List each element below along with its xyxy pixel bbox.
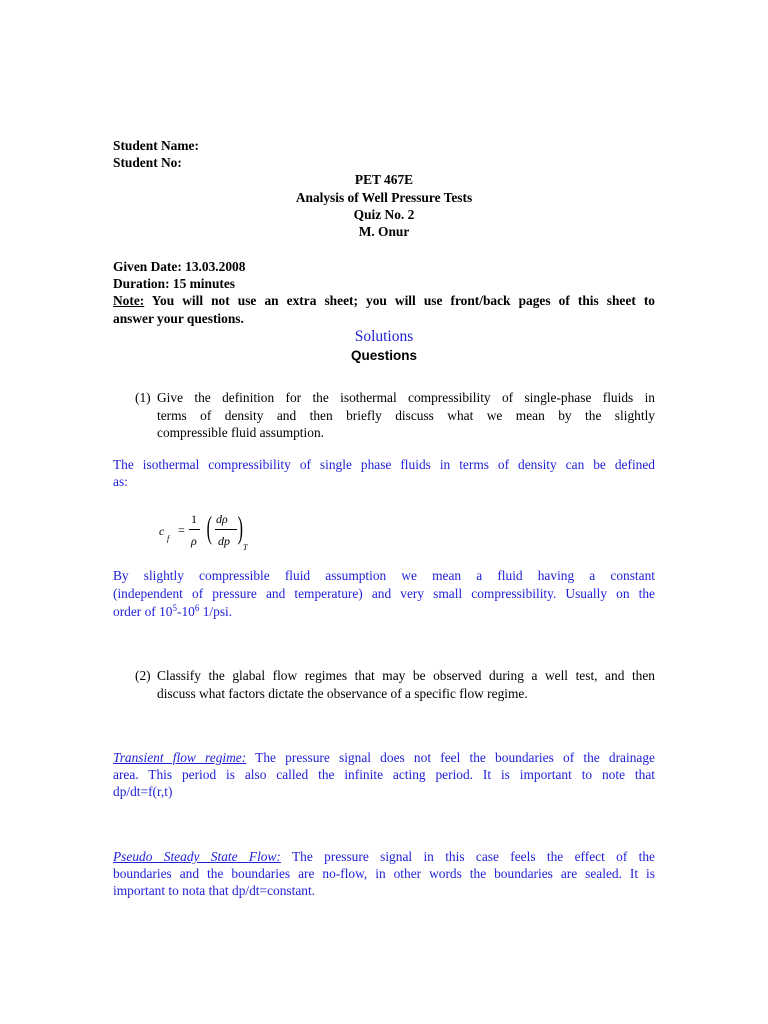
question-1-line-3: compressible fluid assumption. xyxy=(157,425,324,440)
solutions-title: Solutions xyxy=(354,328,414,345)
formula-rho: ρ xyxy=(191,534,197,548)
formula-sub-f: f xyxy=(167,534,170,543)
course-code: PET 467E xyxy=(354,172,414,187)
note-line-1 xyxy=(113,292,655,309)
note-line-2: answer your questions. xyxy=(113,311,244,326)
student-no-label: Student No: xyxy=(113,155,182,170)
course-title: Analysis of Well Pressure Tests xyxy=(295,190,473,205)
formula-paren-left: ( xyxy=(206,509,212,545)
formula-equals: = xyxy=(178,523,185,537)
order-text-b: -10 xyxy=(177,604,195,619)
quiz-number: Quiz No. 2 xyxy=(353,207,415,222)
instructor-name: M. Onur xyxy=(358,224,410,239)
transient-line-2: area. This period is also called the infinite acting period. It is important to note that xyxy=(113,767,655,782)
pss-line-2: boundaries and the boundaries are no-flow, in other words the boundaries are sealed. It is xyxy=(113,866,655,881)
transient-line-3: dp/dt=f(r,t) xyxy=(113,784,173,799)
answer-1-intro-line-2: as: xyxy=(113,474,128,489)
order-text-a: order of 10 xyxy=(113,604,173,619)
question-2-number: (2) xyxy=(135,668,151,683)
order-exp-1: 5 xyxy=(172,603,177,613)
transient-label: Transient flow regime: xyxy=(113,750,247,765)
question-2-line-2: discuss what factors dictate the observance of a specific flow regime. xyxy=(157,686,528,701)
pss-line-1 xyxy=(113,848,655,865)
question-1-line-2: terms of density and then briefly discuss what we mean by the slightly xyxy=(157,408,655,423)
formula-sub-T: T xyxy=(243,543,248,552)
given-date: Given Date: 13.03.2008 xyxy=(113,259,246,274)
order-exp-2: 6 xyxy=(194,603,200,613)
question-1-line-1: Give the definition for the isothermal compressibility of single-phase fluids in xyxy=(157,390,655,405)
student-name-label: Student Name: xyxy=(113,138,199,153)
pss-label: Pseudo Steady State Flow: xyxy=(113,849,281,864)
pss-line-3: important to nota that dp/dt=constant. xyxy=(113,883,316,898)
formula-fraction-bar-1 xyxy=(189,529,200,530)
note-label: Note: xyxy=(113,293,145,308)
formula-dp: dp xyxy=(218,534,230,548)
formula-paren-right: ) xyxy=(237,509,243,545)
compressibility-formula xyxy=(156,505,266,555)
order-text-c: 1/psi. xyxy=(199,604,233,619)
pss-text-1: The pressure signal in this case feels the effect of the xyxy=(280,849,656,864)
formula-c: c xyxy=(159,524,165,538)
answer-1-para-line-1: By slightly compressible fluid assumption we mean a fluid having a constant xyxy=(113,568,655,583)
answer-1-intro-line-1: The isothermal compressibility of single phase fluids in terms of density can be defined xyxy=(113,457,655,472)
transient-line-1 xyxy=(113,749,655,766)
question-1-number: (1) xyxy=(135,390,151,405)
transient-text-1: The pressure signal does not feel the boundaries of the drainage xyxy=(246,750,656,765)
duration: Duration: 15 minutes xyxy=(113,276,236,291)
questions-title: Questions xyxy=(350,348,417,363)
formula-fraction-bar-2 xyxy=(215,529,237,530)
answer-1-para-line-3 xyxy=(113,603,232,620)
formula-one: 1 xyxy=(191,512,197,526)
question-2-line-1: Classify the glabal flow regimes that may be observed during a well test, and then xyxy=(157,668,655,683)
formula-drho: dρ xyxy=(216,512,228,526)
note-text-1: You will not use an extra sheet; you will use front/back pages of this sheet to xyxy=(144,293,655,308)
answer-1-para-line-2: (independent of pressure and temperature) and very small compressibility. Usually on the xyxy=(113,586,655,601)
